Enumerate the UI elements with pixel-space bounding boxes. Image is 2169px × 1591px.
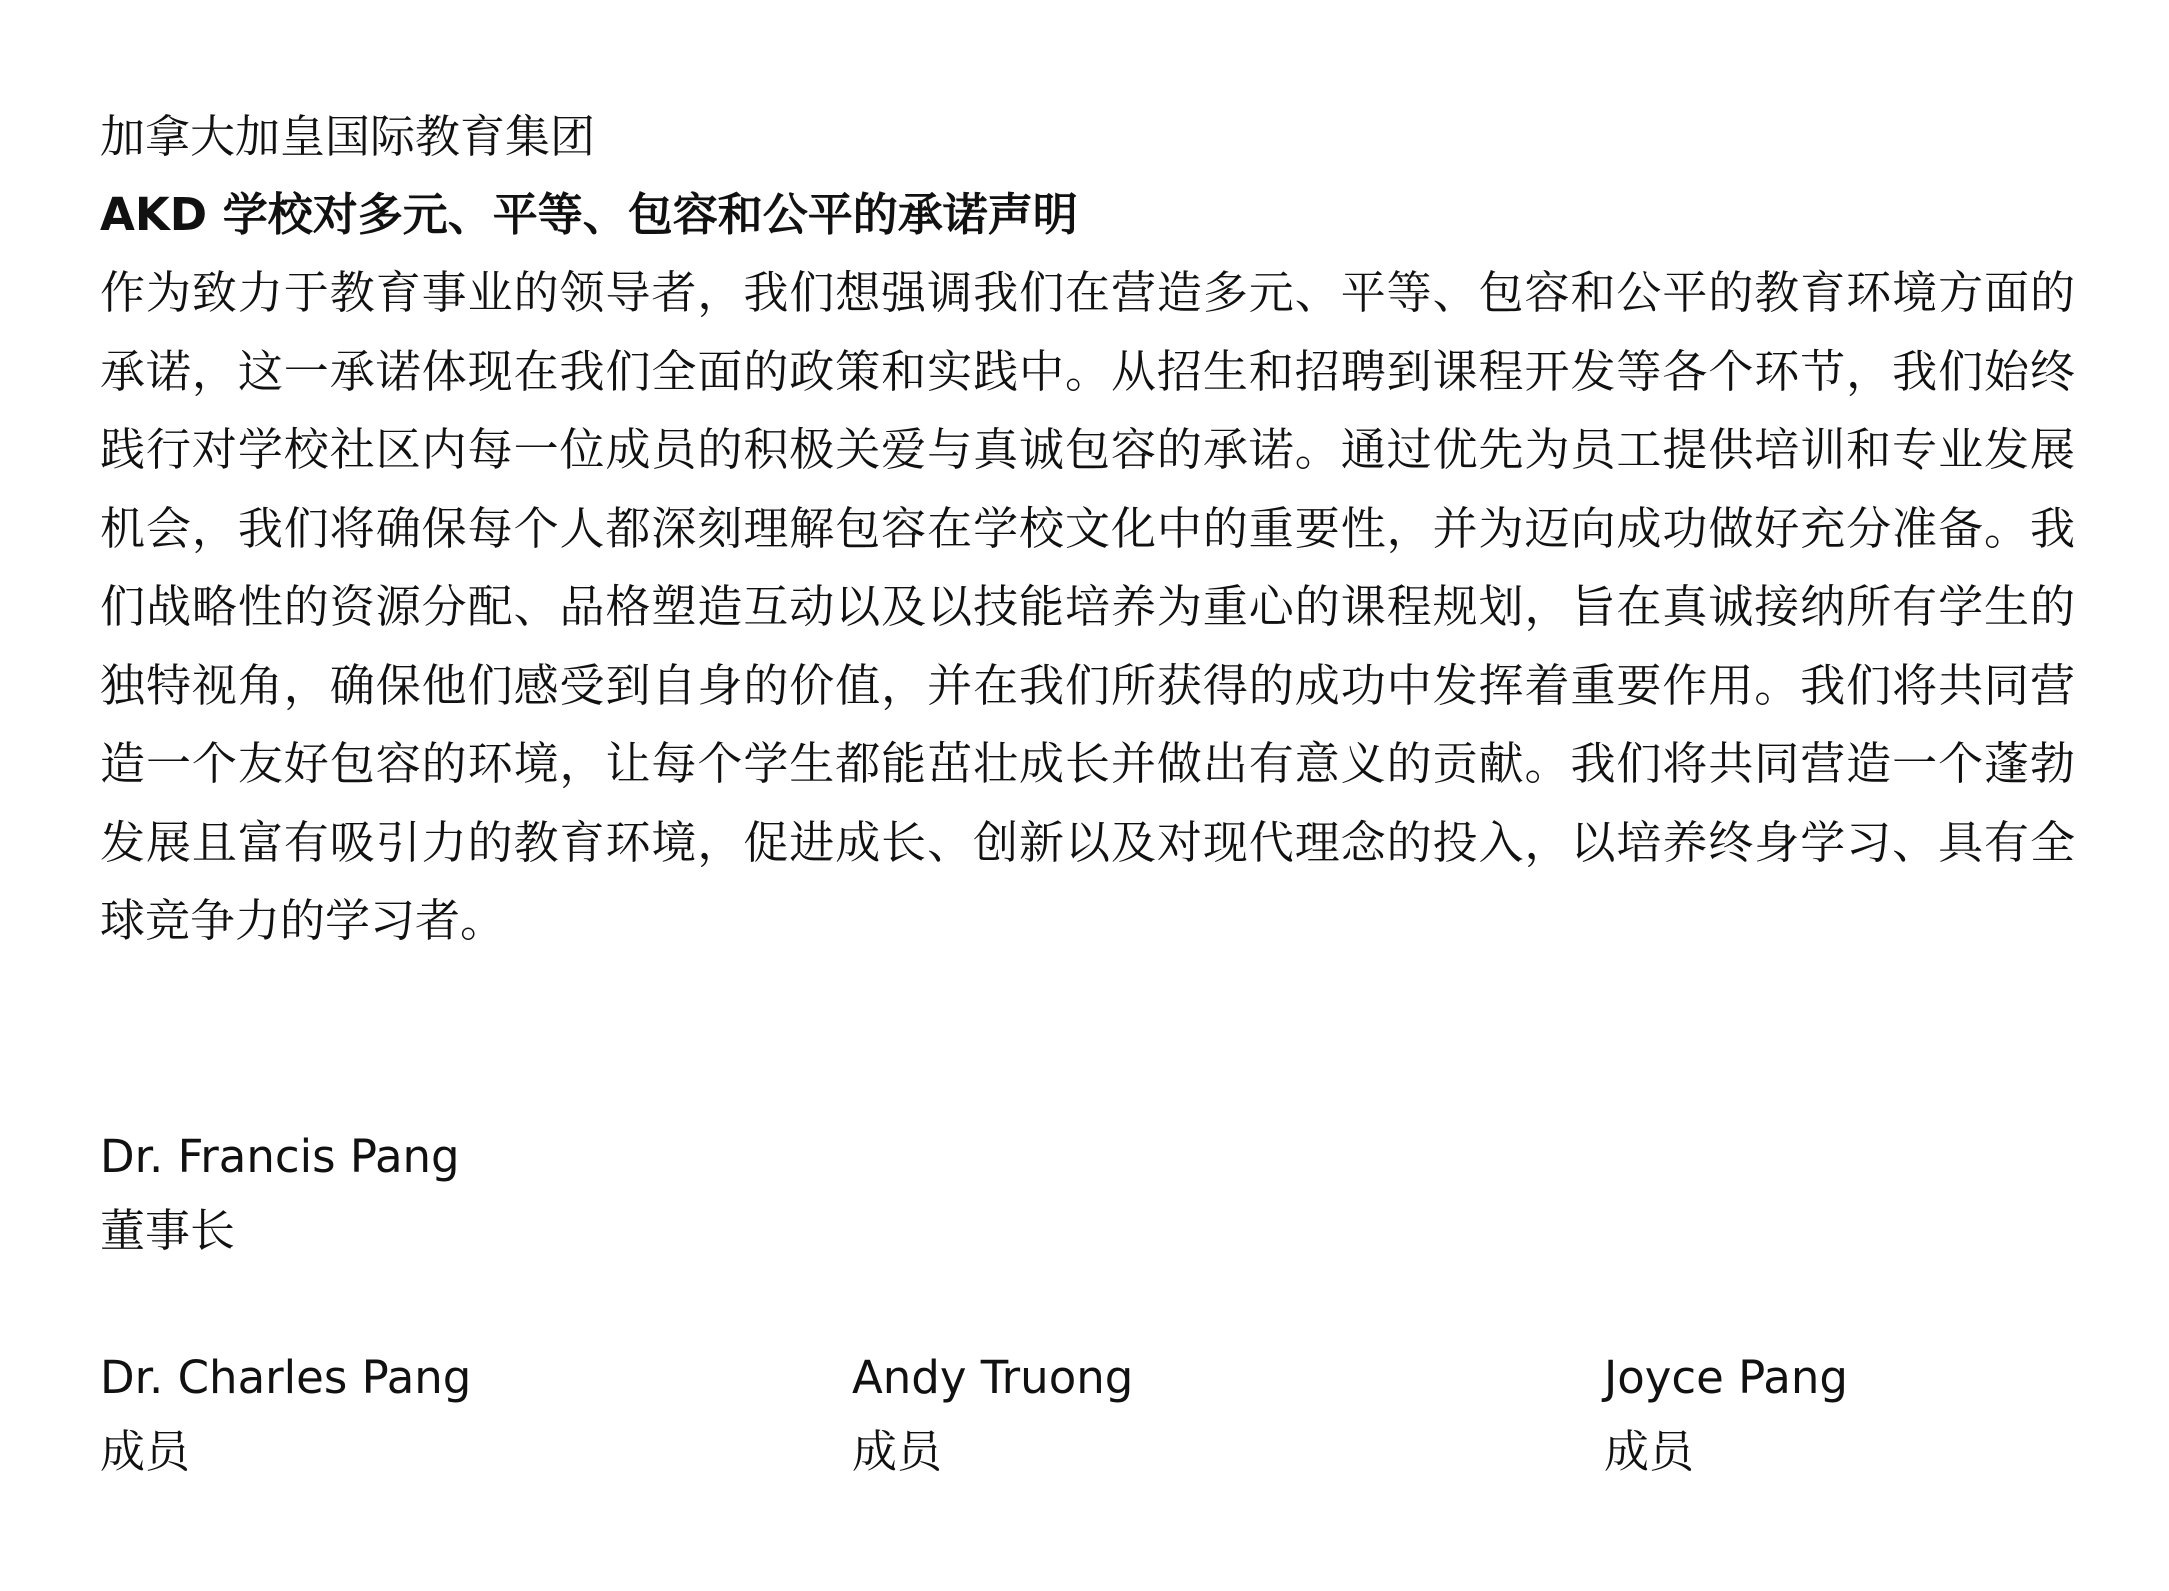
chairman-role: 董事长 — [100, 1204, 236, 1257]
member-role: 成员 — [1604, 1425, 1695, 1478]
statement-page — [100, 98, 2075, 961]
statement-title: AKD 学校对多元、平等、包容和公平的承诺声明 — [100, 188, 1078, 241]
organization-name: 加拿大加皇国际教育集团 — [100, 110, 596, 163]
member-signature-block — [1604, 1341, 1848, 1489]
member-signature-block — [852, 1341, 1133, 1489]
member-name: Andy Truong — [852, 1351, 1134, 1404]
member-name: Dr. Charles Pang — [100, 1351, 472, 1404]
member-signature-block — [100, 1341, 471, 1489]
members-signature-row — [100, 1341, 2100, 1501]
chairman-signature-block — [100, 1120, 460, 1268]
member-name: Joyce Pang — [1604, 1351, 1848, 1404]
chairman-name: Dr. Francis Pang — [100, 1130, 460, 1183]
statement-body: 作为致力于教育事业的领导者，我们想强调我们在营造多元、平等、包容和公平的教育环境方面的承诺，这一承诺体现在我们全面的政策和实践中。从招生和招聘到课程开发等各个环节，我们始终践行对学校社区内每一位成员的积极关爱与真诚包容的承诺。通过优先为员工提供培训和专业发展机会，我们将确保每个人都深刻理解包容在学校文化中的重要性，并为迈向成功做好充分准备。我们战略性的资源分配、品格塑造互动以及以技能培养为重心的课程规划，旨在真诚接纳所有学生的独特视角，确保他们感受到自身的价值，并在我们所获得的成功中发挥着重要作用。我们将共同营造一个友好包容的环境，让每个学生都能茁壮成长并做出有意义的贡献。我们将共同营造一个蓬勃发展且富有吸引力的教育环境，促进成长、创新以及对现代理念的投入，以培养终身学习、具有全球竞争力的学习者。 — [100, 266, 2075, 947]
member-role: 成员 — [100, 1425, 191, 1478]
member-role: 成员 — [852, 1425, 943, 1478]
